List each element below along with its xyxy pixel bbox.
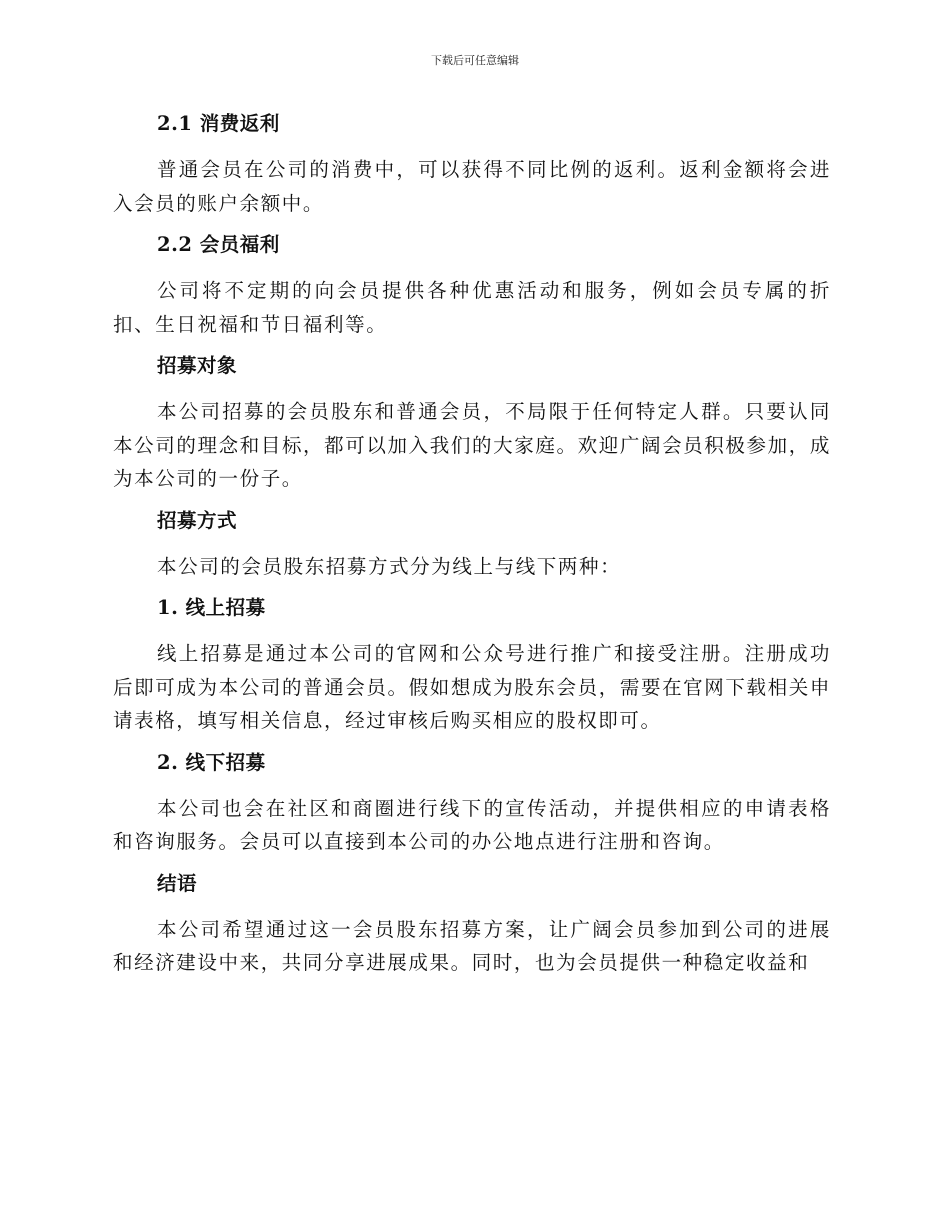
section-member-benefits	[113, 231, 831, 352]
section-consumption-rebate	[113, 110, 831, 231]
section-conclusion	[113, 870, 831, 980]
section-paragraph: 本公司招募的会员股东和普通会员，不局限于任何特定人群。只要认同本公司的理念和目标，都可以加入我们的大家庭。欢迎广阔会员积极参加，成为本公司的一份子。	[113, 400, 831, 490]
section-paragraph: 普通会员在公司的消费中，可以获得不同比例的返利。返利金额将会进入会员的账户余额中。	[113, 158, 831, 215]
document-body	[113, 110, 831, 980]
page-header: 下载后可任意编辑	[431, 54, 519, 67]
section-paragraph: 公司将不定期的向会员提供各种优惠活动和服务，例如会员专属的折扣、生日祝福和节日福利等。	[113, 279, 831, 336]
section-heading: 2.1 消费返利	[157, 112, 280, 135]
section-heading: 1. 线上招募	[157, 596, 266, 619]
section-paragraph: 线上招募是通过本公司的官网和公众号进行推广和接受注册。注册成功后即可成为本公司的普通会员。假如想成为股东会员，需要在官网下载相关申请表格，填写相关信息，经过审核后购买相应的股权即可。	[113, 642, 831, 732]
section-heading: 2.2 会员福利	[157, 233, 280, 256]
section-recruitment-target	[113, 352, 831, 507]
section-heading: 招募方式	[157, 508, 238, 532]
section-heading: 2. 线下招募	[157, 750, 266, 774]
section-heading: 结语	[157, 871, 198, 895]
section-paragraph: 本公司也会在社区和商圈进行线下的宣传活动，并提供相应的申请表格和咨询服务。会员可以直接到本公司的办公地点进行注册和咨询。	[113, 796, 831, 853]
section-offline-recruitment	[113, 749, 831, 870]
section-paragraph: 本公司希望通过这一会员股东招募方案，让广阔会员参加到公司的进展和经济建设中来，共同分享进展成果。同时，也为会员提供一种稳定收益和	[113, 917, 831, 974]
section-online-recruitment	[113, 594, 831, 749]
section-paragraph: 本公司的会员股东招募方式分为线上与线下两种：	[157, 554, 622, 578]
section-recruitment-method	[113, 507, 831, 595]
section-heading: 招募对象	[157, 354, 238, 377]
